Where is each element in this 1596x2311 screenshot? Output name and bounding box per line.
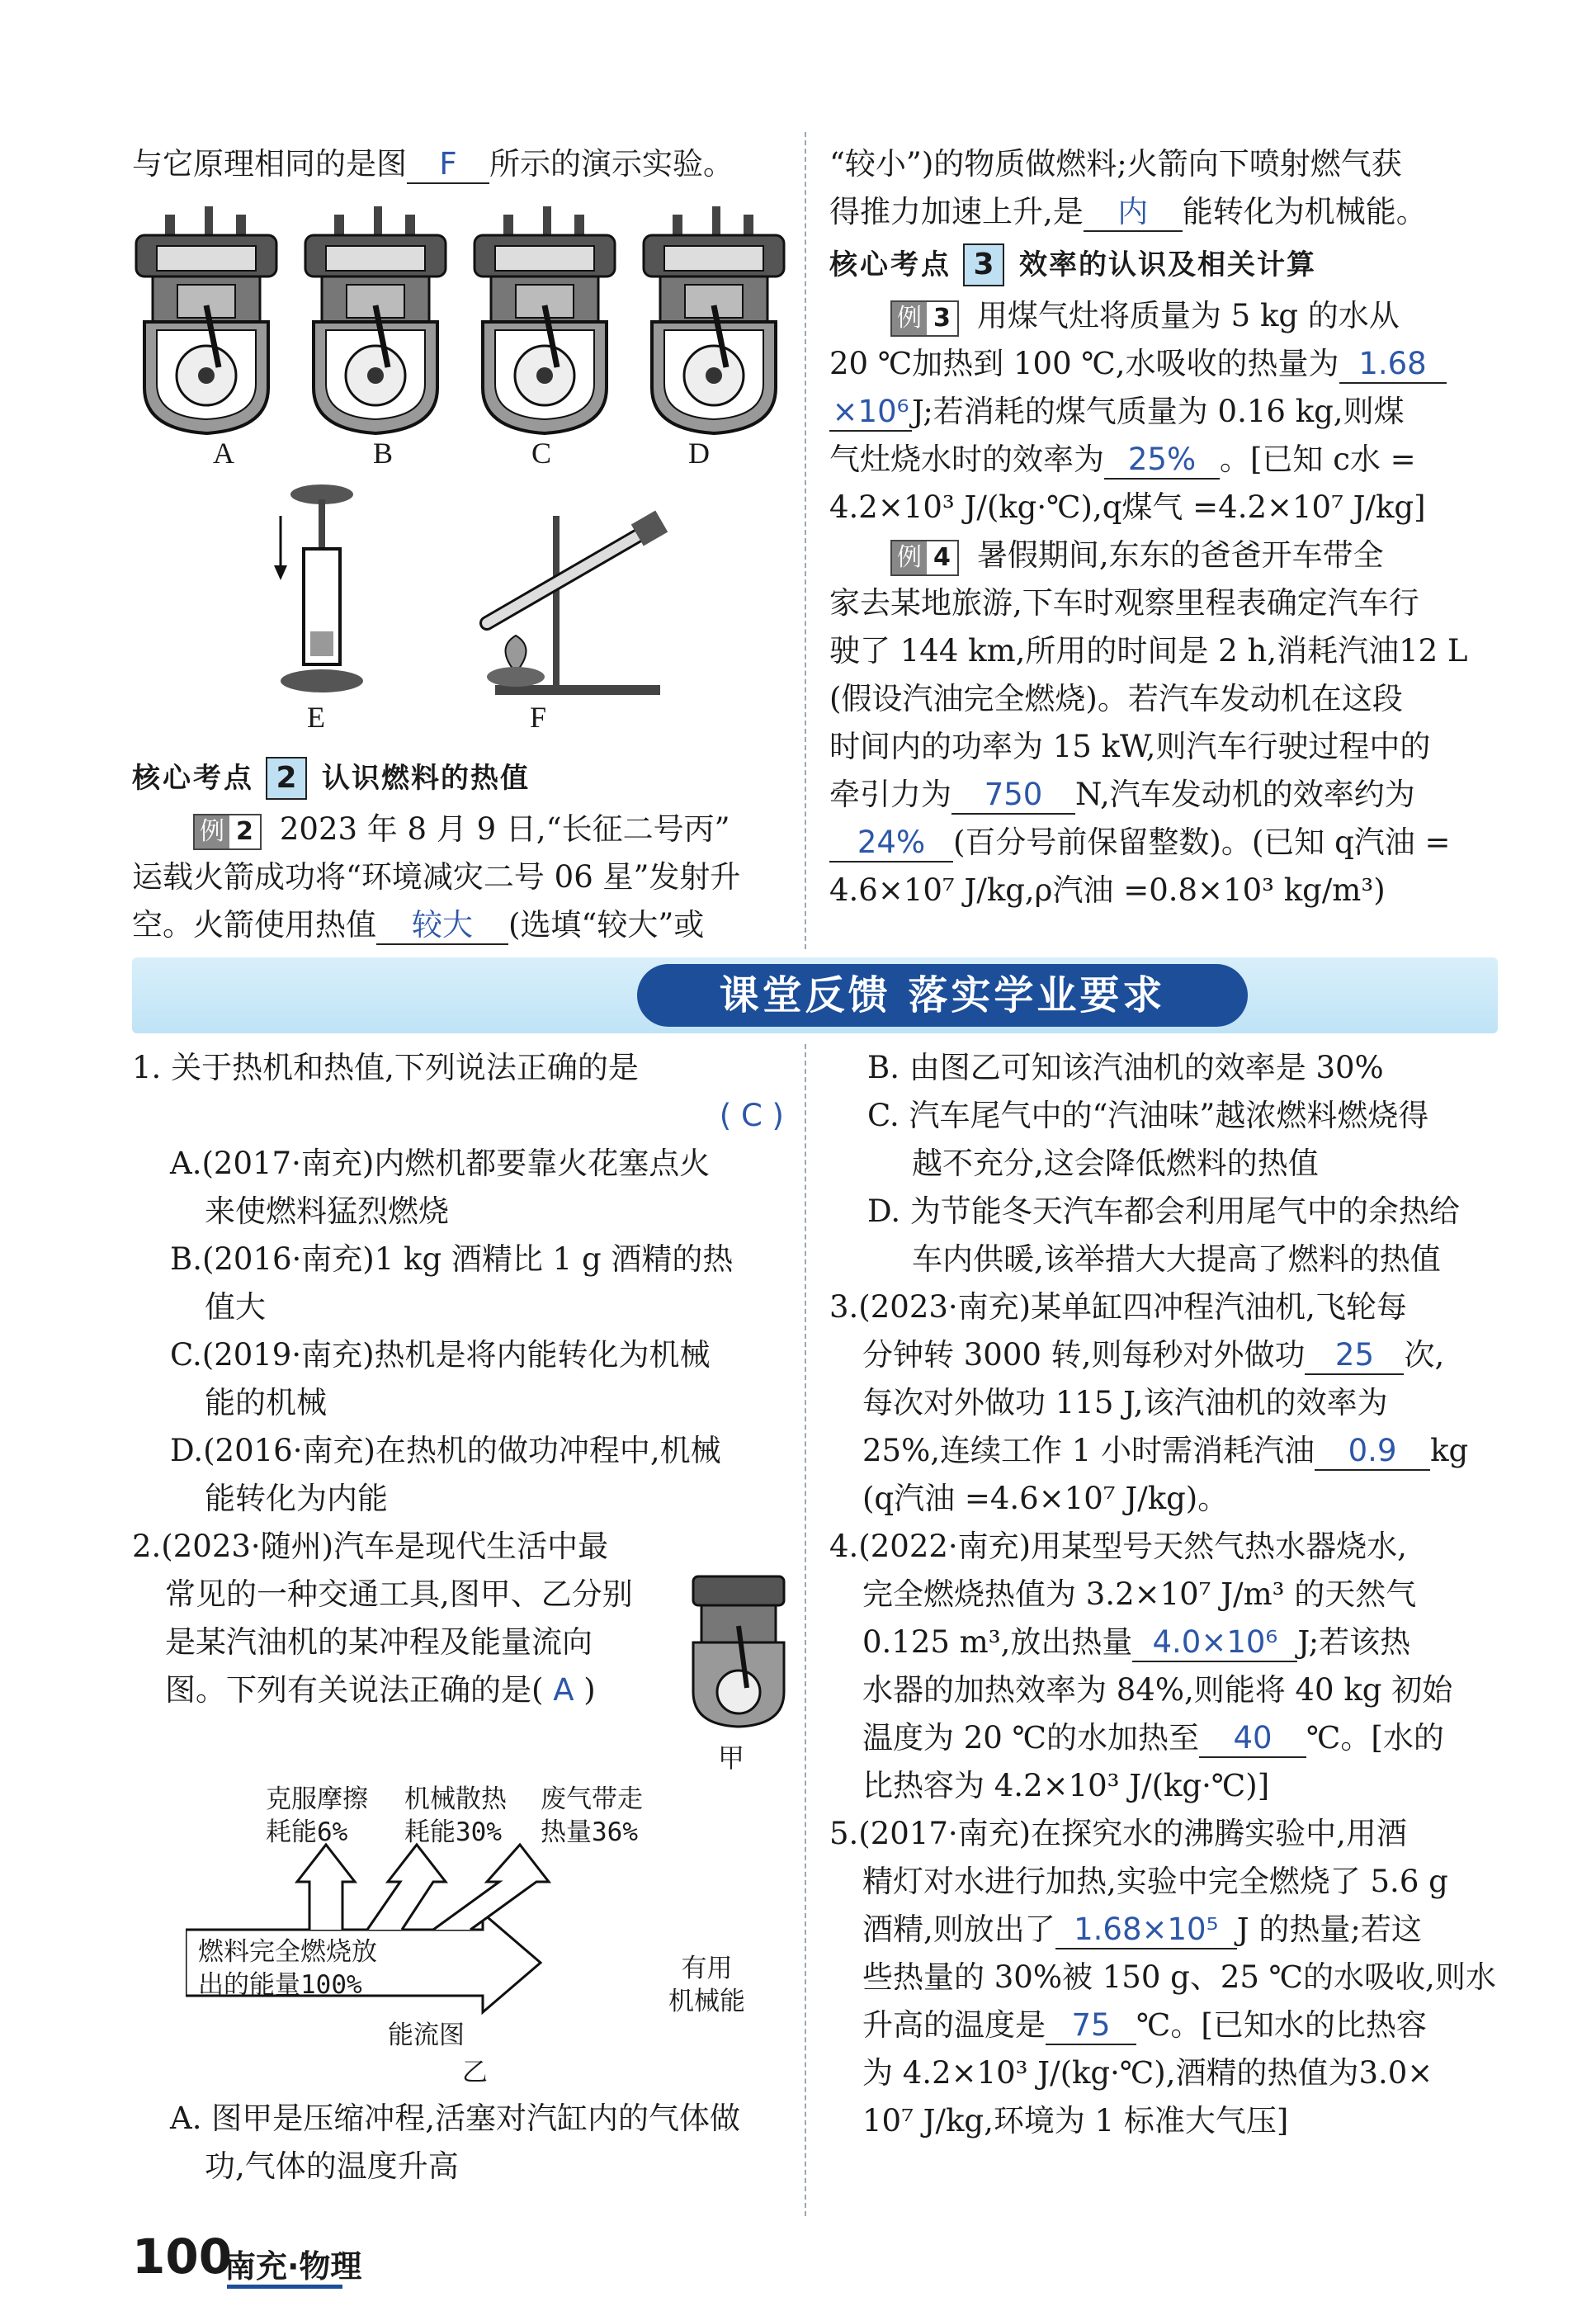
q1-option-a-2: 来使燃料猛烈燃烧 (205, 1193, 449, 1229)
q2-line-2: 常见的一种交通工具,图甲、乙分别 (165, 1576, 633, 1612)
answer-q1: ( C ) (719, 1098, 784, 1133)
flow-input-2: 出的能量100% (198, 1970, 362, 2000)
kp3-title: 效率的认识及相关计算 (1019, 248, 1316, 281)
q1-answer-line (132, 1092, 800, 1140)
ex2-line-3 (132, 901, 792, 949)
ex2-line-1 (132, 806, 792, 853)
column-divider-bottom (805, 1044, 806, 2216)
q2-line-1: 2.(2023·随州)汽车是现代生活中最 (132, 1529, 609, 1564)
compression-igniter-diagram (264, 483, 380, 697)
engine-label-a: A (213, 437, 234, 470)
q3-text-2b: 次, (1404, 1337, 1445, 1373)
answer-ex3-efficiency: 25% (1104, 442, 1220, 480)
q5-line-6: 为 4.2×10³ J/(kg·℃),酒精的热值为3.0× (862, 2055, 1433, 2091)
flow-output (668, 1952, 745, 2018)
ex2-text-3a: 空。火箭使用热值 (132, 907, 376, 943)
fig-yi-label: 乙 (462, 2058, 488, 2087)
flow-cooling-2: 耗能30% (404, 1817, 502, 1847)
bottom-right-column (829, 1044, 1498, 2145)
tr-line-2 (829, 188, 1498, 236)
ex3-text-2a: 20 ℃加热到 100 ℃,水吸收的热量为 (829, 346, 1339, 381)
top-left-column (132, 140, 792, 188)
ex4-text-6b: N,汽车发动机的效率约为 (1075, 777, 1415, 812)
engine-label-b: B (373, 437, 394, 470)
q2-option-c-1: C. 汽车尾气中的“汽油味”越浓燃料燃烧得 (867, 1098, 1429, 1133)
q2-option-d-1: D. 为节能冬天汽车都会利用尾气中的余热给 (867, 1193, 1460, 1229)
ex2-text-3b: (选填“较大”或 (508, 907, 705, 943)
ex4-line-3: 驶了 144 km,所用的时间是 2 h,消耗汽油12 L (829, 633, 1468, 669)
flow-exhaust (541, 1783, 643, 1849)
q2-text-4a: 图。下列有关说法正确的是( (165, 1672, 544, 1708)
ex4-line-5: 时间内的功率为 15 kW,则汽车行驶过程中的 (829, 729, 1431, 764)
flow-friction (266, 1783, 368, 1849)
answer-ex4-force: 750 (951, 777, 1075, 815)
ex4-line-1 (829, 532, 1498, 579)
kp2-number: 2 (266, 757, 307, 800)
tr-text-2b: 能转化为机械能。 (1182, 194, 1427, 229)
q1-option-b-1: B.(2016·南充)1 kg 酒精比 1 g 酒精的热 (170, 1241, 734, 1277)
tr-line-1: “较小”)的物质做燃料;火箭向下喷射燃气获 (829, 146, 1402, 182)
section-banner (132, 957, 1498, 1033)
q3-text-4a: 25%,连续工作 1 小时需消耗汽油 (862, 1433, 1315, 1468)
q2-option-a-2: 功,气体的温度升高 (205, 2148, 459, 2184)
q1-option-d-2: 能转化为内能 (205, 1481, 388, 1516)
q5-text-5a: 升高的温度是 (862, 2007, 1046, 2043)
answer-q5-heat: 1.68×10⁵ (1055, 1912, 1237, 1949)
engine-label-d: D (688, 437, 710, 470)
ex4-line-2: 家去某地旅游,下车时观察里程表确定汽车行 (829, 585, 1419, 621)
answer-ex3-heat-a: 1.68 (1339, 346, 1447, 384)
ex3-line-2 (829, 340, 1498, 388)
q5-line-1: 5.(2017·南充)在探究水的沸腾实验中,用酒 (829, 1816, 1407, 1851)
q3-line-2 (829, 1331, 1498, 1379)
ex4-line-6 (829, 771, 1498, 819)
ex3-line-1 (829, 292, 1498, 340)
q4-line-3 (829, 1619, 1498, 1666)
ex3-text-3: J;若消耗的煤气质量为 0.16 kg,则煤 (912, 394, 1405, 429)
q3-line-1: 3.(2023·南充)某单缸四冲程汽油机,飞轮每 (829, 1289, 1407, 1325)
intro-text-a: 与它原理相同的是图 (132, 146, 407, 182)
ex3-line-5: 4.2×10³ J/(kg·℃),q煤气 =4.2×10⁷ J/kg] (829, 489, 1426, 525)
ex4-text-6a: 牵引力为 (829, 777, 951, 812)
q3-text-2a: 分钟转 3000 转,则每秒对外做功 (862, 1337, 1306, 1373)
q3-text-4b: kg (1430, 1433, 1469, 1468)
q1-option-b-2: 值大 (205, 1289, 266, 1325)
key-point-2-heading (132, 753, 792, 804)
q1-stem: 1. 关于热机和热值,下列说法正确的是 (132, 1050, 639, 1085)
ex3-line-4 (829, 436, 1498, 484)
q4-line-4: 水器的加热效率为 84%,则能将 40 kg 初始 (862, 1672, 1453, 1708)
footer-accent-line (227, 2285, 342, 2289)
flow-exhaust-1: 废气带走 (541, 1784, 643, 1814)
kp3-number: 3 (963, 243, 1004, 286)
q5-text-3a: 酒精,则放出了 (862, 1912, 1055, 1947)
flow-cooling-1: 机械散热 (404, 1784, 507, 1814)
ex2-badge-a: 例 (195, 815, 229, 848)
kp3-label: 核心考点 (829, 248, 951, 281)
flow-friction-2: 耗能6% (266, 1817, 348, 1847)
tr-text-2a: 得推力加速上升,是 (829, 194, 1084, 229)
answer-intro: F (407, 146, 489, 184)
steam-test-tube-diagram (437, 499, 668, 697)
kp2-label: 核心考点 (132, 762, 254, 795)
q4-line-5 (829, 1714, 1498, 1762)
answer-q2: A (553, 1672, 574, 1708)
ex4-line-4: (假设汽油完全燃烧)。若汽车发动机在这段 (829, 681, 1403, 716)
flow-cooling (404, 1783, 507, 1849)
q2-option-a (132, 2095, 800, 2190)
ex4-text-7: (百分号前保留整数)。(已知 q汽油 = (953, 825, 1451, 860)
answer-ex4-efficiency: 24% (829, 825, 953, 862)
q4-text-3b: J;若该热 (1297, 1624, 1411, 1660)
q4-text-5a: 温度为 20 ℃的水加热至 (862, 1720, 1199, 1756)
q5-line-7: 10⁷ J/kg,环境为 1 标准大气压] (862, 2103, 1289, 2139)
q3-line-5: (q汽油 =4.6×10⁷ J/kg)。 (862, 1481, 1229, 1516)
q4-line-1: 4.(2022·南充)用某型号天然气热水器烧水, (829, 1529, 1407, 1564)
q2-option-a-1: A. 图甲是压缩冲程,活塞对汽缸内的气体做 (170, 2101, 741, 2136)
q5-line-3 (829, 1906, 1498, 1954)
page-number: 100 (132, 2228, 233, 2285)
q2-option-d-2: 车内供暖,该举措大大提高了燃料的热值 (912, 1241, 1441, 1277)
q2-option-b: B. 由图乙可知该汽油机的效率是 30% (867, 1050, 1384, 1085)
q5-line-5 (829, 2001, 1498, 2049)
q4-text-5b: ℃。[水的 (1306, 1720, 1444, 1756)
ex2-text-1: 2023 年 8 月 9 日,“长征二号丙” (279, 811, 730, 847)
kp2-section (132, 749, 792, 949)
q1-option-d-1: D.(2016·南充)在热机的做功冲程中,机械 (170, 1433, 721, 1468)
ex3-badge-a: 例 (892, 302, 927, 335)
q2-line-3: 是某汽油机的某冲程及能量流向 (165, 1624, 593, 1660)
flow-caption: 能流图 (388, 2020, 465, 2050)
answer-q3-work-count: 25 (1305, 1337, 1404, 1375)
q5-text-3b: J 的热量;若这 (1236, 1912, 1422, 1947)
intro-text-b: 所示的演示实验。 (489, 146, 734, 182)
banner-title: 课堂反馈 落实学业要求 (637, 964, 1248, 1027)
q1-option-c-2: 能的机械 (205, 1385, 327, 1420)
q1-option-c-1: C.(2019·南充)热机是将内能转化为机械 (170, 1337, 711, 1373)
q2-text-4b: ) (583, 1672, 596, 1708)
q2-option-c-2: 越不充分,这会降低燃料的热值 (912, 1146, 1319, 1181)
flow-friction-1: 克服摩擦 (266, 1784, 368, 1814)
ex3-text-4b: 。[已知 c水 = (1220, 442, 1416, 477)
ex2-line-2: 运载火箭成功将“环境减灾二号 06 星”发射升 (132, 859, 741, 895)
page-subtitle: 南充·物理 (224, 2248, 362, 2285)
ex4-line-7 (829, 819, 1498, 867)
answer-q4-temp: 40 (1199, 1720, 1306, 1758)
ex3-line-3 (829, 388, 1498, 436)
q5-line-2: 精灯对水进行加热,实验中完全燃烧了 5.6 g (862, 1864, 1448, 1899)
engine-label-c: C (531, 437, 552, 470)
ex3-text-4a: 气灶烧水时的效率为 (829, 442, 1104, 477)
ex4-badge-a: 例 (892, 541, 927, 574)
flow-input (198, 1935, 377, 2001)
answer-q4-heat: 4.0×10⁶ (1132, 1624, 1297, 1662)
q4-line-2: 完全燃烧热值为 3.2×10⁷ J/m³ 的天然气 (862, 1576, 1417, 1612)
answer-q3-fuel: 0.9 (1315, 1433, 1430, 1471)
q1-option-a-1: A.(2017·南充)内燃机都要靠火花塞点火 (170, 1146, 711, 1181)
engine-diagrams (132, 198, 809, 470)
answer-q5-temp: 75 (1046, 2007, 1136, 2045)
q2-engine-figure (685, 1568, 792, 1733)
example-2-badge (193, 814, 262, 850)
fig-jia-label: 甲 (718, 1743, 745, 1773)
flow-input-1: 燃料完全燃烧放 (198, 1937, 377, 1967)
flow-output-1: 有用 (681, 1954, 733, 1983)
ex4-text-1: 暑假期间,东东的爸爸开车带全 (976, 537, 1384, 573)
ex3-badge-b: 3 (933, 303, 951, 333)
answer-ex3-heat-b: ×10⁶ (829, 394, 912, 432)
answer-ex2: 较大 (376, 907, 508, 945)
q4-line-6: 比热容为 4.2×10³ J/(kg·℃)] (862, 1768, 1270, 1803)
top-right-column (829, 140, 1498, 914)
answer-rocket-energy: 内 (1084, 194, 1183, 232)
example-3-badge (890, 300, 959, 337)
example-4-badge (890, 540, 959, 576)
kp2-title: 认识燃料的热值 (322, 762, 530, 795)
demo-label-f: F (530, 701, 547, 734)
ex4-line-8: 4.6×10⁷ J/kg,ρ汽油 =0.8×10³ kg/m³) (829, 872, 1386, 908)
ex4-badge-b: 4 (933, 542, 951, 572)
q3-line-4 (829, 1427, 1498, 1475)
q5-text-5b: ℃。[已知水的比热容 (1136, 2007, 1427, 2043)
intro-line (132, 140, 792, 188)
flow-output-2: 机械能 (668, 1987, 745, 2016)
ex3-text-1: 用煤气灶将质量为 5 kg 的水从 (976, 298, 1400, 333)
flow-exhaust-2: 热量36% (541, 1817, 638, 1847)
ex2-badge-b: 2 (236, 816, 253, 846)
key-point-3-heading (829, 239, 1498, 291)
q4-text-3a: 0.125 m³,放出热量 (862, 1624, 1133, 1660)
q3-line-3: 每次对外做功 115 J,该汽油机的效率为 (862, 1385, 1388, 1420)
q5-line-4: 些热量的 30%被 150 g、25 ℃的水吸收,则水 (862, 1959, 1496, 1995)
demo-label-e: E (307, 701, 325, 734)
